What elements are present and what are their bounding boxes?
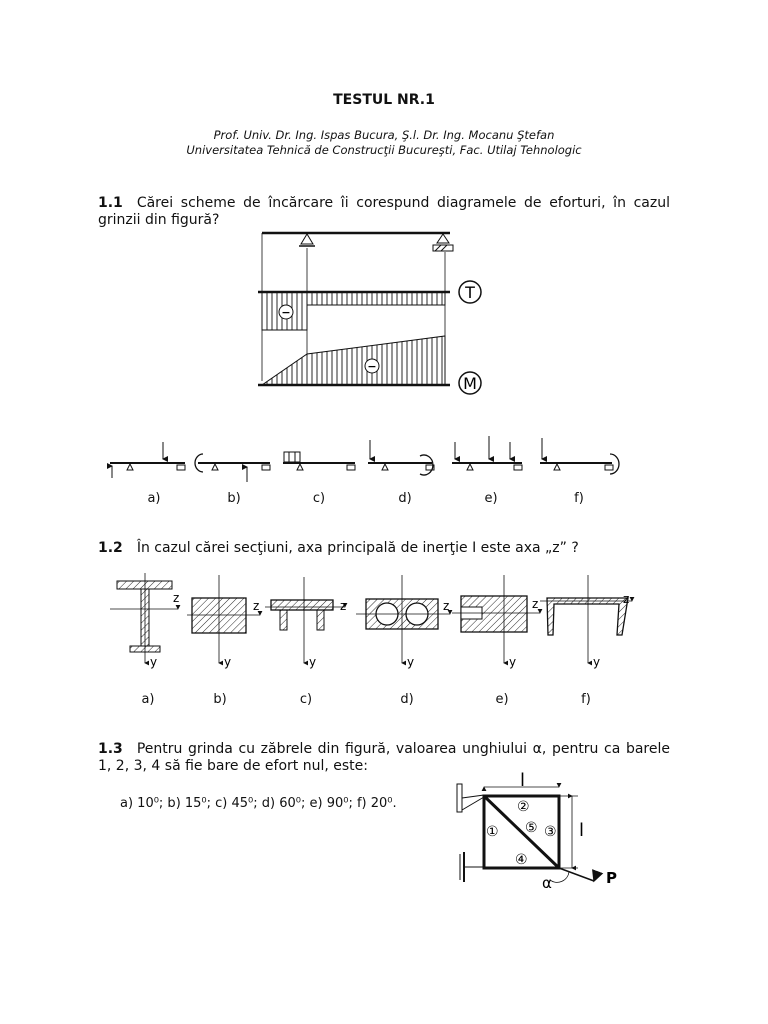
question-1-2 [98, 540, 670, 557]
option-label: f) [581, 692, 591, 707]
svg-text:−: − [367, 360, 377, 373]
axis-z-label: z [443, 599, 450, 613]
scheme-d [368, 440, 434, 475]
option-label: b) [227, 491, 241, 506]
axis-z-label: z [253, 599, 260, 613]
axis-z-label: z [532, 597, 539, 611]
question-number: 1.3 [98, 741, 123, 757]
question-number: 1.1 [98, 195, 123, 211]
wall-support [457, 784, 462, 812]
axis-y-label: y [224, 655, 232, 669]
bar-label: ⑤ [525, 820, 538, 836]
question-text: În cazul cărei secţiuni, axa principală de inerţie I este axa „z” ? [136, 540, 579, 556]
scheme-c [283, 452, 355, 470]
scheme-b [195, 454, 270, 482]
option-label: b) [213, 692, 227, 707]
dimension-top: l [520, 770, 526, 791]
option-label: d) [400, 692, 414, 707]
moment-label: M [463, 374, 477, 393]
axis-y-label: y [309, 655, 317, 669]
axis-z-label: z [340, 599, 347, 613]
section-c [265, 577, 345, 663]
question-text: Pentru grinda cu zăbrele din figură, valoarea unghiului α, pentru ca barele 1, 2, 3, 4 să fie bare de efort nul, este: [98, 741, 670, 774]
moment-region [262, 336, 445, 385]
pin-support [301, 234, 313, 244]
axis-y-label: y [593, 655, 601, 669]
section-f [540, 575, 632, 663]
section-a [110, 573, 178, 663]
option-label: e) [484, 491, 498, 506]
roller-support [437, 234, 449, 243]
question-number: 1.2 [98, 540, 123, 556]
option-label: f) [574, 491, 584, 506]
scheme-a [110, 442, 185, 478]
axis-y-label: y [509, 655, 517, 669]
document-title: TESTUL NR.1 [333, 92, 435, 108]
loading-schemes [100, 430, 630, 485]
author-line-1: Prof. Univ. Dr. Ing. Ispas Bucura, Ş.l. Dr. Ing. Mocanu Ştefan [213, 128, 555, 142]
dimension-side: l [579, 820, 585, 841]
axis-z-label: z [173, 591, 180, 605]
scheme-f [540, 438, 619, 474]
option-label: c) [299, 692, 313, 707]
axis-y-label: y [407, 655, 415, 669]
option-label: c) [312, 491, 326, 506]
section-d [356, 575, 450, 663]
option-label: d) [398, 491, 412, 506]
force-label: P [606, 869, 617, 887]
option-label: a) [141, 692, 155, 707]
cross-sections [100, 565, 640, 680]
svg-text:−: − [281, 306, 291, 319]
answer-options: a) 10⁰; b) 15⁰; c) 45⁰; d) 60⁰; e) 90⁰; f) 20⁰. [120, 796, 397, 811]
question-1-1 [98, 195, 670, 229]
bar-label: ③ [544, 824, 557, 840]
beam-effort-diagrams [250, 226, 490, 396]
bar-label: ④ [515, 852, 528, 868]
axis-y-label: y [150, 655, 158, 669]
option-label: a) [147, 491, 161, 506]
scheme-e [452, 436, 522, 470]
section-e [452, 575, 540, 663]
truss-figure [448, 770, 628, 900]
bar-label: ① [486, 824, 499, 840]
shear-label: T [465, 283, 475, 302]
angle-label: α [542, 874, 552, 892]
option-label: e) [495, 692, 509, 707]
bar-label: ② [517, 799, 530, 815]
force-arrow [559, 868, 594, 881]
shear-region-2 [307, 292, 445, 305]
author-line-2: Universitatea Tehnică de Construcţii Bucureşti, Fac. Utilaj Tehnologic [186, 143, 582, 157]
axis-z-label: z [623, 592, 630, 606]
section-b [187, 575, 260, 663]
question-text: Cărei scheme de încărcare îi corespund diagramele de eforturi, în cazul grinzii din figură? [98, 195, 670, 228]
